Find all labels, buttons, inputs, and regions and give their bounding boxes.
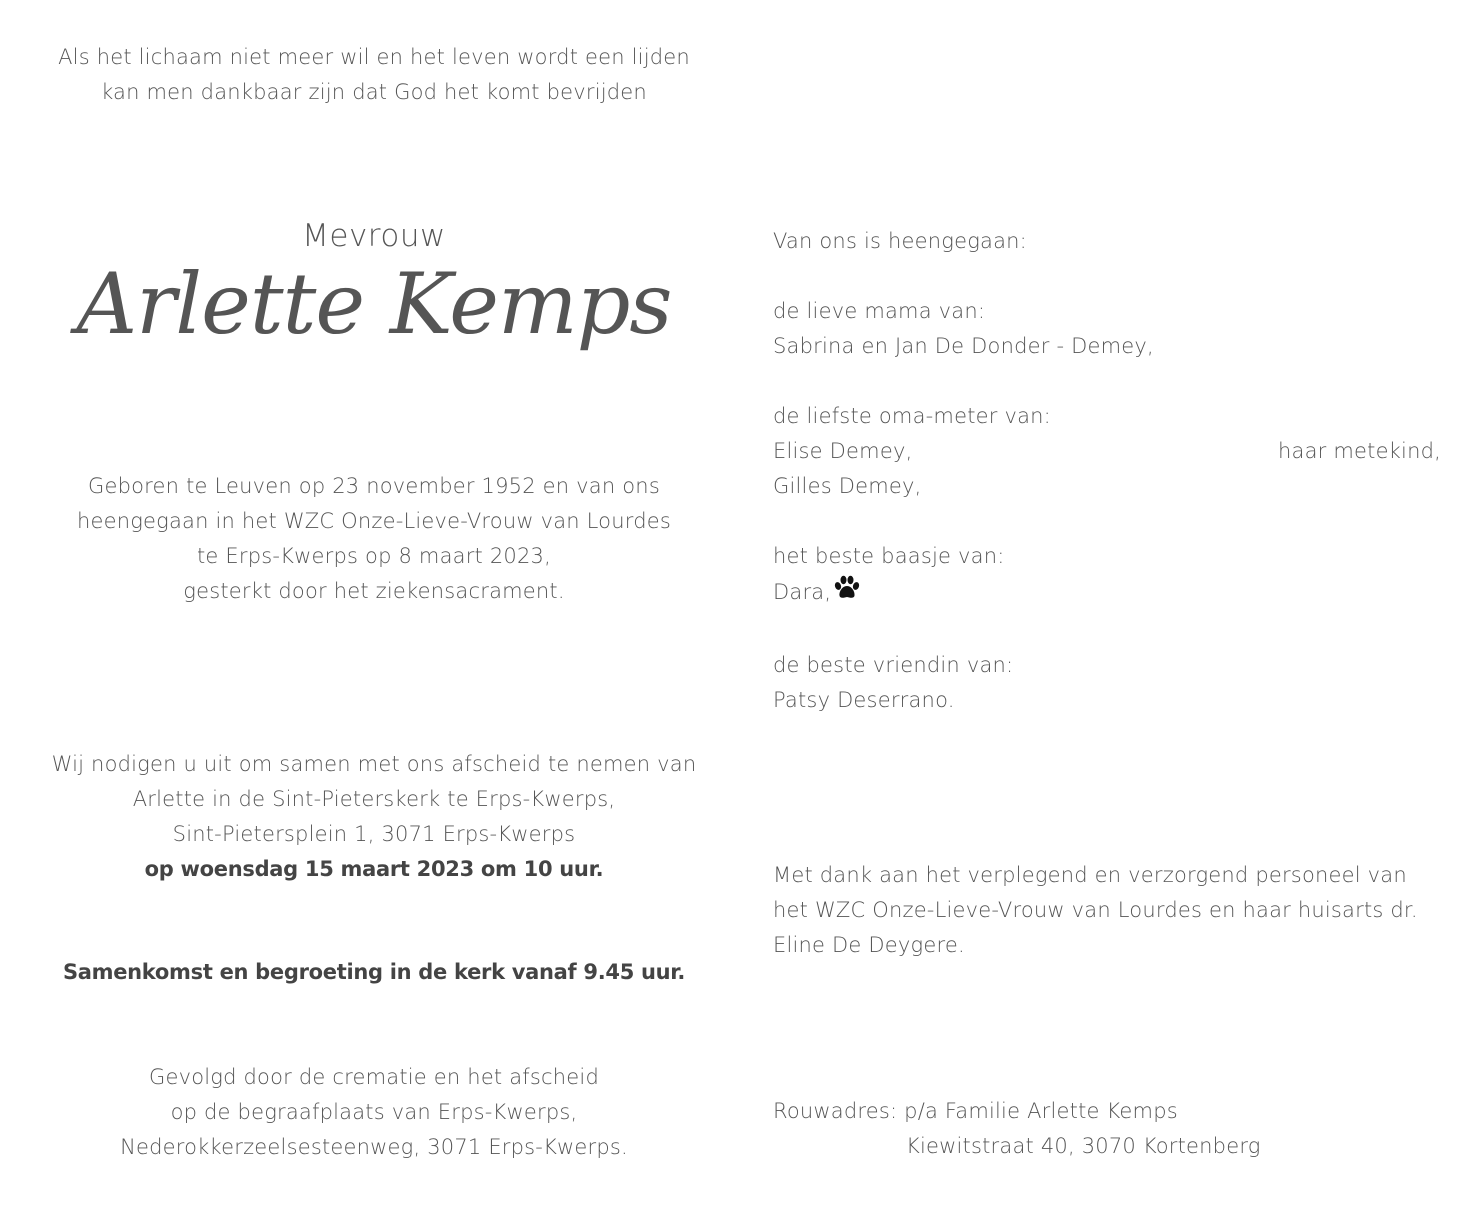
invitation-line: Arlette in de Sint-Pieterskerk te Erps-Kwerps, xyxy=(132,787,616,811)
poem-line: kan men dankbaar zijn dat God het komt bevrijden xyxy=(101,80,647,104)
friend-name: Patsy Deserrano. xyxy=(773,688,955,712)
mama-label: de lieve mama van: xyxy=(773,299,986,323)
poem xyxy=(40,40,708,110)
poem-line: Als het lichaam niet meer wil en het leven wordt een lijden xyxy=(58,45,690,69)
pet-name: Dara, xyxy=(773,580,832,604)
birth-details xyxy=(40,469,708,609)
gathering-note: Samenkomst en begroeting in de kerk vanaf 9.45 uur. xyxy=(62,960,686,984)
baasje-label: het beste baasje van: xyxy=(773,544,1005,568)
cremation-line: op de begraafplaats van Erps-Kwerps, xyxy=(170,1100,578,1124)
birth-line: te Erps-Kwerps op 8 maart 2023, xyxy=(197,544,551,568)
address-street: Kiewitstraat 40, 3070 Kortenberg xyxy=(906,1134,1261,1158)
thanks-line: Eline De Deygere. xyxy=(773,933,965,957)
address-label: Rouwadres: p/a Familie Arlette Kemps xyxy=(773,1099,1178,1123)
thanks-line: het WZC Onze-Lieve-Vrouw van Lourdes en haar huisarts dr. xyxy=(773,898,1418,922)
invitation-line: Sint-Pietersplein 1, 3071 Erps-Kwerps xyxy=(172,822,576,846)
invitation-line: Wij nodigen u uit om samen met ons afscheid te nemen van xyxy=(51,752,697,776)
cremation-details xyxy=(40,1060,708,1165)
ceremony-date: op woensdag 15 maart 2023 om 10 uur. xyxy=(144,857,604,881)
paw-print-icon xyxy=(833,574,861,613)
cremation-line: Nederokkerzeelsesteenweg, 3071 Erps-Kwerps. xyxy=(120,1135,628,1159)
thanks-line: Met dank aan het verplegend en verzorgend personeel van xyxy=(773,863,1407,887)
vriendin-label: de beste vriendin van: xyxy=(773,653,1014,677)
mourning-address xyxy=(773,1094,1463,1164)
salutation: Mevrouw xyxy=(302,218,446,254)
grandchild-note: haar metekind, xyxy=(1278,439,1441,463)
grandchild-name: Gilles Demey, xyxy=(773,474,922,498)
mama-of: Sabrina en Jan De Donder - Demey, xyxy=(773,334,1154,358)
family-intro: Van ons is heengegaan: xyxy=(773,229,1027,253)
birth-line: heengegaan in het WZC Onze-Lieve-Vrouw van Lourdes xyxy=(76,509,672,533)
pet-row xyxy=(773,574,1463,613)
deceased-name: Arlette Kemps xyxy=(76,255,672,353)
birth-line: gesterkt door het ziekensacrament. xyxy=(183,579,565,603)
cremation-line: Gevolgd door de crematie en het afscheid xyxy=(149,1065,599,1089)
grandchild-row xyxy=(773,434,1463,469)
thanks-note xyxy=(773,858,1463,963)
birth-line: Geboren te Leuven op 23 november 1952 en van ons xyxy=(88,474,660,498)
family-list xyxy=(773,224,1463,718)
oma-label: de liefste oma-meter van: xyxy=(773,404,1051,428)
funeral-invitation xyxy=(40,747,708,887)
grandchild-name: Elise Demey, xyxy=(773,439,913,463)
